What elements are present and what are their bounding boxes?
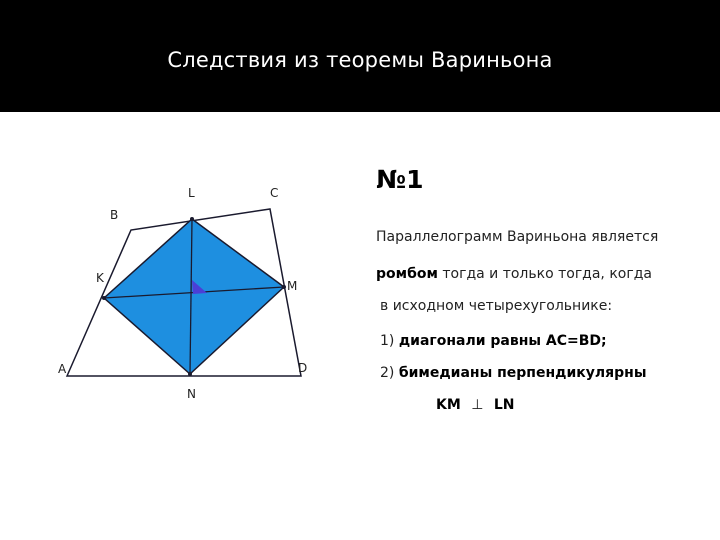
term-rhombus: ромбом [376,266,438,282]
condition-1 [380,333,607,349]
point-k [102,296,106,300]
point-l [190,217,194,221]
point-n [188,372,192,376]
text-line-1: Параллелограмм Вариньона является [376,229,659,245]
condition-2-text: бимедианы перпендикулярны [398,365,647,381]
perpendicular-symbol: ⊥ [471,397,484,413]
text-line-2 [376,266,652,282]
slide-title: Следствия из теоремы Вариньона [167,48,553,72]
condition-1-prefix: 1) [380,333,399,349]
label-n: N [187,387,196,401]
condition-2-prefix: 2) [380,365,399,381]
condition-2 [380,365,647,381]
text-line-2-rest: тогда и только тогда, когда [437,266,652,282]
segment-ln: LN [493,397,515,413]
label-m: M [287,279,298,293]
label-k: K [96,271,104,285]
segment-km: KM [436,397,461,413]
label-l: L [188,186,195,200]
label-b: B [110,208,119,222]
point-m [282,285,286,289]
condition-1-text: диагонали равны AC=BD; [398,333,607,349]
label-c: C [270,186,279,200]
perpendicular-statement [436,397,515,413]
label-d: D [298,361,308,375]
text-line-3: в исходном четырехугольнике: [380,298,613,314]
problem-number: №1 [376,165,424,194]
label-a: A [58,362,67,376]
